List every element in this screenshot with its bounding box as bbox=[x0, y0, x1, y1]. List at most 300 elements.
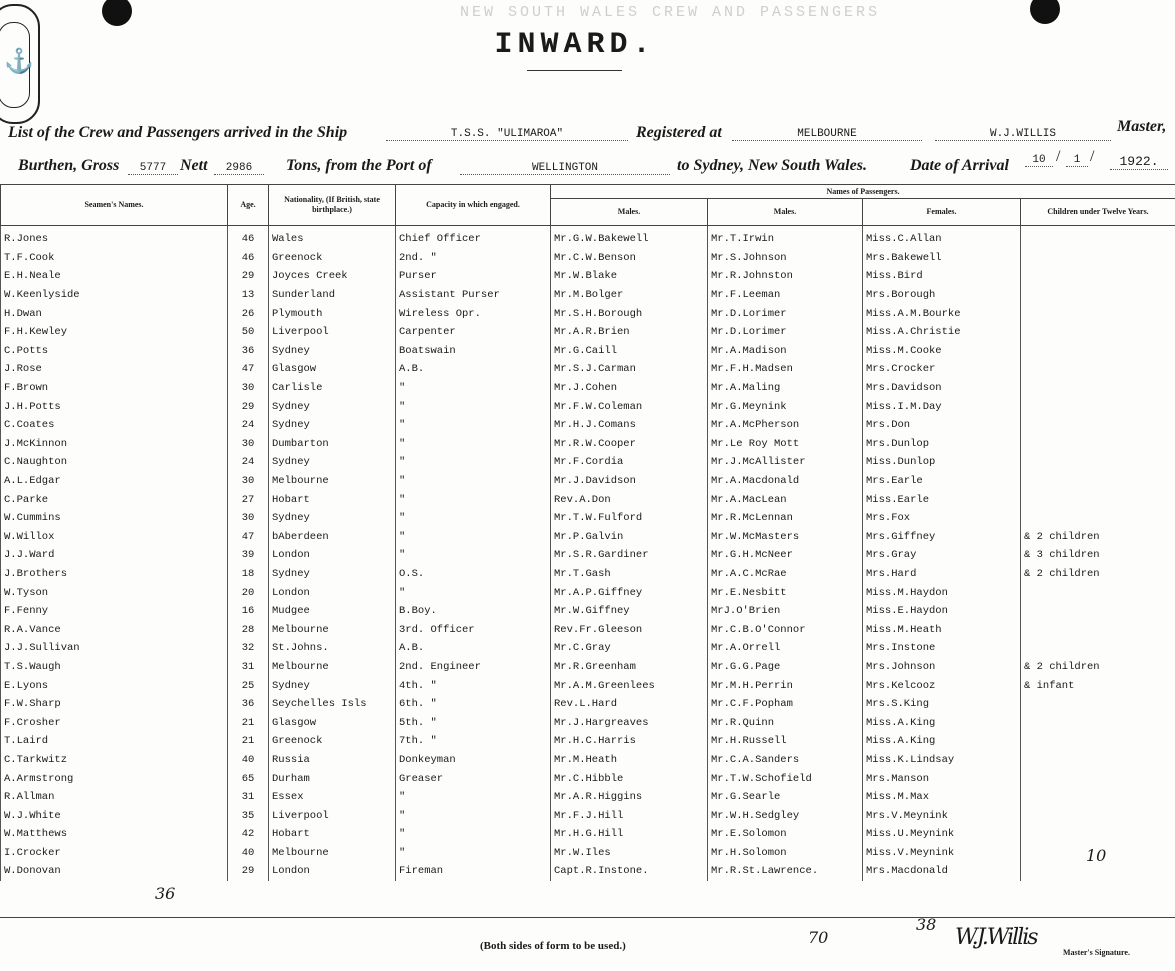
passenger-male: Mr.A.Macdonald bbox=[708, 472, 863, 491]
passenger-male: Mr.A.McPherson bbox=[708, 416, 863, 435]
passenger-male: Mr.D.Lorimer bbox=[708, 304, 863, 323]
seaman-name: R.A.Vance bbox=[1, 620, 228, 639]
seaman-capacity: Purser bbox=[396, 267, 551, 286]
passenger-female: Miss.Dunlop bbox=[863, 453, 1021, 472]
passenger-male: Mr.A.C.McRae bbox=[708, 565, 863, 584]
seaman-capacity: 4th. " bbox=[396, 676, 551, 695]
passenger-male: Mr.M.H.Perrin bbox=[708, 676, 863, 695]
passenger-male: Mr.M.Heath bbox=[551, 751, 708, 770]
seaman-nationality: Joyces Creek bbox=[269, 267, 396, 286]
seaman-capacity: " bbox=[396, 472, 551, 491]
passenger-female: Mrs.Macdonald bbox=[863, 862, 1021, 881]
seaman-age: 40 bbox=[228, 844, 269, 863]
seaman-capacity: " bbox=[396, 435, 551, 454]
passenger-male: Mr.R.Johnston bbox=[708, 267, 863, 286]
seaman-nationality: Sydney bbox=[269, 416, 396, 435]
passenger-male: Mr.W.Iles bbox=[551, 844, 708, 863]
col-males-1: Males. bbox=[551, 199, 708, 226]
passenger-male: Mr.E.Solomon bbox=[708, 825, 863, 844]
passenger-male: Mr.G.H.McNeer bbox=[708, 546, 863, 565]
table-row bbox=[1, 490, 1175, 509]
passenger-male: Mr.G.Caill bbox=[551, 342, 708, 361]
seaman-age: 16 bbox=[228, 602, 269, 621]
arrival-year-field: 1922. bbox=[1110, 154, 1168, 170]
passenger-male: Mr.M.Bolger bbox=[551, 286, 708, 305]
gross-tons-field: 5777 bbox=[128, 162, 178, 175]
seaman-name: F.H.Kewley bbox=[1, 323, 228, 342]
table-row bbox=[1, 342, 1175, 361]
seaman-name: W.Donovan bbox=[1, 862, 228, 881]
table-body bbox=[1, 226, 1175, 881]
passenger-female: Mrs.Dunlop bbox=[863, 435, 1021, 454]
seaman-capacity: " bbox=[396, 416, 551, 435]
table-row bbox=[1, 416, 1175, 435]
seaman-name: W.Willox bbox=[1, 528, 228, 547]
arrival-day-field: 10 bbox=[1025, 154, 1053, 167]
seaman-nationality: Glasgow bbox=[269, 713, 396, 732]
table-row bbox=[1, 602, 1175, 621]
seaman-name: W.Keenlyside bbox=[1, 286, 228, 305]
passenger-male: Mr.C.A.Sanders bbox=[708, 751, 863, 770]
table-row bbox=[1, 825, 1175, 844]
passenger-male: Mr.G.G.Page bbox=[708, 658, 863, 677]
seaman-name: W.J.White bbox=[1, 806, 228, 825]
passenger-male: Mr.F.Leeman bbox=[708, 286, 863, 305]
seaman-nationality: Wales bbox=[269, 226, 396, 249]
passenger-female: Miss.A.Christie bbox=[863, 323, 1021, 342]
table-row bbox=[1, 435, 1175, 454]
seaman-name: E.Lyons bbox=[1, 676, 228, 695]
passenger-male: Mr.G.Searle bbox=[708, 788, 863, 807]
seaman-nationality: London bbox=[269, 546, 396, 565]
passenger-male: Mr.F.H.Madsen bbox=[708, 360, 863, 379]
seaman-capacity: " bbox=[396, 546, 551, 565]
passenger-female: Mrs.Hard bbox=[863, 565, 1021, 584]
children bbox=[1021, 639, 1175, 658]
seaman-nationality: Melbourne bbox=[269, 658, 396, 677]
passenger-female: Mrs.Gray bbox=[863, 546, 1021, 565]
passenger-female: Mrs.Earle bbox=[863, 472, 1021, 491]
date-separator-2: / bbox=[1090, 148, 1095, 165]
passenger-female: Miss.M.Haydon bbox=[863, 583, 1021, 602]
passenger-male: Mr.Le Roy Mott bbox=[708, 435, 863, 454]
children bbox=[1021, 788, 1175, 807]
children: & 2 children bbox=[1021, 528, 1175, 547]
passenger-male: Mr.C.B.O'Connor bbox=[708, 620, 863, 639]
seaman-name: T.S.Waugh bbox=[1, 658, 228, 677]
passenger-female: Miss.V.Meynink bbox=[863, 844, 1021, 863]
seaman-age: 47 bbox=[228, 360, 269, 379]
children bbox=[1021, 769, 1175, 788]
seaman-capacity: " bbox=[396, 788, 551, 807]
seaman-name: R.Allman bbox=[1, 788, 228, 807]
passenger-male: Mr.F.Cordia bbox=[551, 453, 708, 472]
seaman-nationality: Glasgow bbox=[269, 360, 396, 379]
children bbox=[1021, 416, 1175, 435]
seaman-name: J.Rose bbox=[1, 360, 228, 379]
passenger-female: Mrs.V.Meynink bbox=[863, 806, 1021, 825]
seaman-capacity: Greaser bbox=[396, 769, 551, 788]
children bbox=[1021, 304, 1175, 323]
seaman-age: 13 bbox=[228, 286, 269, 305]
seaman-name: I.Crocker bbox=[1, 844, 228, 863]
children bbox=[1021, 397, 1175, 416]
passenger-female: Miss.Earle bbox=[863, 490, 1021, 509]
seaman-capacity: " bbox=[396, 583, 551, 602]
seaman-age: 30 bbox=[228, 435, 269, 454]
seaman-nationality: Melbourne bbox=[269, 844, 396, 863]
seaman-name: R.Jones bbox=[1, 226, 228, 249]
passenger-male: Mr.H.G.Hill bbox=[551, 825, 708, 844]
seaman-nationality: Russia bbox=[269, 751, 396, 770]
passenger-female: Miss.M.Heath bbox=[863, 620, 1021, 639]
seaman-age: 24 bbox=[228, 453, 269, 472]
seaman-capacity: " bbox=[396, 509, 551, 528]
seaman-capacity: A.B. bbox=[396, 639, 551, 658]
table-row bbox=[1, 676, 1175, 695]
seaman-age: 18 bbox=[228, 565, 269, 584]
seaman-nationality: Greenock bbox=[269, 249, 396, 268]
col-children: Children under Twelve Years. bbox=[1021, 199, 1175, 226]
children bbox=[1021, 602, 1175, 621]
seaman-capacity: 6th. " bbox=[396, 695, 551, 714]
passenger-male: Mr.G.W.Bakewell bbox=[551, 226, 708, 249]
burthen-label: Burthen, Gross bbox=[18, 157, 120, 174]
seaman-age: 26 bbox=[228, 304, 269, 323]
table-row bbox=[1, 323, 1175, 342]
passenger-female: Mrs.Giffney bbox=[863, 528, 1021, 547]
seaman-age: 65 bbox=[228, 769, 269, 788]
passenger-male: Mr.F.W.Coleman bbox=[551, 397, 708, 416]
seaman-name: J.J.Sullivan bbox=[1, 639, 228, 658]
seaman-age: 36 bbox=[228, 695, 269, 714]
passenger-male: Mr.J.Cohen bbox=[551, 379, 708, 398]
passenger-male: Mr.T.W.Fulford bbox=[551, 509, 708, 528]
passenger-male: Mr.R.W.Cooper bbox=[551, 435, 708, 454]
children bbox=[1021, 713, 1175, 732]
passenger-male: Mr.P.Galvin bbox=[551, 528, 708, 547]
arrival-label: Date of Arrival bbox=[910, 157, 1009, 174]
col-nationality: Nationality, (If British, state birthplace.) bbox=[269, 185, 396, 226]
passenger-male: Mr.W.Giffney bbox=[551, 602, 708, 621]
passenger-female: Mrs.Fox bbox=[863, 509, 1021, 528]
faint-heading: NEW SOUTH WALES CREW AND PASSENGERS bbox=[459, 4, 881, 21]
children bbox=[1021, 751, 1175, 770]
seaman-name: E.H.Neale bbox=[1, 267, 228, 286]
table-row bbox=[1, 397, 1175, 416]
passenger-male: Mr.R.McLennan bbox=[708, 509, 863, 528]
passenger-female: Mrs.S.King bbox=[863, 695, 1021, 714]
passenger-male: Mr.R.Greenham bbox=[551, 658, 708, 677]
passenger-male: MrJ.O'Brien bbox=[708, 602, 863, 621]
handwritten-males-count: 70 bbox=[808, 928, 829, 947]
seaman-capacity: " bbox=[396, 490, 551, 509]
table-row bbox=[1, 249, 1175, 268]
passenger-female: Mrs.Manson bbox=[863, 769, 1021, 788]
seaman-age: 29 bbox=[228, 397, 269, 416]
passenger-male: Mr.F.J.Hill bbox=[551, 806, 708, 825]
seaman-capacity: " bbox=[396, 397, 551, 416]
seaman-name: T.F.Cook bbox=[1, 249, 228, 268]
passenger-female: Mrs.Don bbox=[863, 416, 1021, 435]
seaman-name: W.Cummins bbox=[1, 509, 228, 528]
table-row bbox=[1, 528, 1175, 547]
seaman-nationality: Seychelles Isls bbox=[269, 695, 396, 714]
passenger-male: Mr.S.H.Borough bbox=[551, 304, 708, 323]
passenger-female: Mrs.Borough bbox=[863, 286, 1021, 305]
passenger-female: Miss.A.M.Bourke bbox=[863, 304, 1021, 323]
passenger-male: Mr.T.W.Schofield bbox=[708, 769, 863, 788]
seaman-age: 31 bbox=[228, 788, 269, 807]
table-row bbox=[1, 583, 1175, 602]
passenger-female: Miss.U.Meynink bbox=[863, 825, 1021, 844]
seaman-name: F.Crosher bbox=[1, 713, 228, 732]
seaman-nationality: Essex bbox=[269, 788, 396, 807]
table-row bbox=[1, 844, 1175, 863]
table-row bbox=[1, 620, 1175, 639]
passenger-male: Mr.H.J.Comans bbox=[551, 416, 708, 435]
seaman-name: F.Brown bbox=[1, 379, 228, 398]
seaman-capacity: Chief Officer bbox=[396, 226, 551, 249]
children: & 3 children bbox=[1021, 546, 1175, 565]
table-row bbox=[1, 713, 1175, 732]
table-row bbox=[1, 695, 1175, 714]
seaman-age: 25 bbox=[228, 676, 269, 695]
destination-label: to Sydney, New South Wales. bbox=[677, 157, 867, 174]
children bbox=[1021, 453, 1175, 472]
table-row bbox=[1, 769, 1175, 788]
date-separator: / bbox=[1056, 148, 1061, 165]
seaman-age: 30 bbox=[228, 379, 269, 398]
seaman-nationality: Sydney bbox=[269, 453, 396, 472]
seaman-name: C.Potts bbox=[1, 342, 228, 361]
children bbox=[1021, 732, 1175, 751]
passenger-male: Mr.A.Orrell bbox=[708, 639, 863, 658]
table-row bbox=[1, 751, 1175, 770]
passenger-male: Rev.Fr.Gleeson bbox=[551, 620, 708, 639]
seaman-nationality: Dumbarton bbox=[269, 435, 396, 454]
seaman-nationality: Melbourne bbox=[269, 472, 396, 491]
seaman-age: 20 bbox=[228, 583, 269, 602]
seaman-nationality: Sydney bbox=[269, 565, 396, 584]
passenger-male: Mr.A.R.Brien bbox=[551, 323, 708, 342]
passenger-female: Mrs.Davidson bbox=[863, 379, 1021, 398]
children: & 2 children bbox=[1021, 565, 1175, 584]
seaman-name: C.Tarkwitz bbox=[1, 751, 228, 770]
registered-at-field: MELBOURNE bbox=[732, 128, 922, 141]
seaman-nationality: London bbox=[269, 862, 396, 881]
nett-tons-field: 2986 bbox=[214, 162, 264, 175]
signature-label: Master's Signature. bbox=[1063, 948, 1130, 957]
children bbox=[1021, 286, 1175, 305]
seaman-nationality: Sydney bbox=[269, 342, 396, 361]
seaman-capacity: 2nd. " bbox=[396, 249, 551, 268]
seaman-capacity: Boatswain bbox=[396, 342, 551, 361]
table-row bbox=[1, 806, 1175, 825]
punch-hole-left bbox=[102, 0, 132, 26]
seaman-capacity: 3rd. Officer bbox=[396, 620, 551, 639]
passenger-male: Mr.R.St.Lawrence. bbox=[708, 862, 863, 881]
table-row bbox=[1, 304, 1175, 323]
passenger-female: Miss.Bird bbox=[863, 267, 1021, 286]
children bbox=[1021, 323, 1175, 342]
col-males-2: Males. bbox=[708, 199, 863, 226]
table-row bbox=[1, 862, 1175, 881]
table-row bbox=[1, 639, 1175, 658]
seaman-capacity: 2nd. Engineer bbox=[396, 658, 551, 677]
col-age: Age. bbox=[228, 185, 269, 226]
col-capacity: Capacity in which engaged. bbox=[396, 185, 551, 226]
page-title: INWARD. bbox=[494, 28, 656, 62]
seaman-age: 40 bbox=[228, 751, 269, 770]
seaman-name: C.Parke bbox=[1, 490, 228, 509]
seaman-nationality: Liverpool bbox=[269, 806, 396, 825]
col-seamen: Seamen's Names. bbox=[1, 185, 228, 226]
seaman-name: J.McKinnon bbox=[1, 435, 228, 454]
nett-label: Nett bbox=[180, 157, 208, 174]
seaman-capacity: " bbox=[396, 844, 551, 863]
seaman-age: 47 bbox=[228, 528, 269, 547]
registered-label: Registered at bbox=[636, 124, 722, 141]
passenger-male: Mr.H.Russell bbox=[708, 732, 863, 751]
passenger-male: Capt.R.Instone. bbox=[551, 862, 708, 881]
form-note: (Both sides of form to be used.) bbox=[480, 940, 626, 952]
passenger-male: Mr.J.Hargreaves bbox=[551, 713, 708, 732]
seaman-name: W.Matthews bbox=[1, 825, 228, 844]
seaman-name: F.W.Sharp bbox=[1, 695, 228, 714]
children bbox=[1021, 342, 1175, 361]
children bbox=[1021, 435, 1175, 454]
children bbox=[1021, 249, 1175, 268]
passenger-male: Mr.A.MacLean bbox=[708, 490, 863, 509]
handwritten-females-count: 38 bbox=[916, 915, 937, 934]
table-row bbox=[1, 360, 1175, 379]
passenger-female: Miss.M.Cooke bbox=[863, 342, 1021, 361]
table-row bbox=[1, 509, 1175, 528]
seaman-age: 28 bbox=[228, 620, 269, 639]
title-underline bbox=[527, 70, 622, 71]
passenger-male: Mr.C.W.Benson bbox=[551, 249, 708, 268]
seaman-nationality: London bbox=[269, 583, 396, 602]
seaman-nationality: Hobart bbox=[269, 825, 396, 844]
passenger-female: Miss.I.M.Day bbox=[863, 397, 1021, 416]
children bbox=[1021, 583, 1175, 602]
seaman-nationality: Carlisle bbox=[269, 379, 396, 398]
children: & 2 children bbox=[1021, 658, 1175, 677]
table-row bbox=[1, 546, 1175, 565]
seaman-capacity: O.S. bbox=[396, 565, 551, 584]
tons-from-port-label: Tons, from the Port of bbox=[286, 157, 432, 174]
seaman-name: J.Brothers bbox=[1, 565, 228, 584]
passenger-male: Mr.J.McAllister bbox=[708, 453, 863, 472]
seaman-age: 29 bbox=[228, 267, 269, 286]
passenger-male: Mr.E.Nesbitt bbox=[708, 583, 863, 602]
seaman-age: 27 bbox=[228, 490, 269, 509]
children bbox=[1021, 360, 1175, 379]
seaman-nationality: Durham bbox=[269, 769, 396, 788]
seaman-age: 35 bbox=[228, 806, 269, 825]
seaman-capacity: " bbox=[396, 453, 551, 472]
crew-passenger-table bbox=[0, 184, 1175, 881]
master-label: Master, bbox=[1117, 118, 1167, 135]
passenger-female: Mrs.Bakewell bbox=[863, 249, 1021, 268]
children bbox=[1021, 695, 1175, 714]
passenger-male: Mr.A.M.Greenlees bbox=[551, 676, 708, 695]
seaman-age: 21 bbox=[228, 713, 269, 732]
seaman-capacity: A.B. bbox=[396, 360, 551, 379]
passenger-male: Mr.A.Madison bbox=[708, 342, 863, 361]
seaman-capacity: 7th. " bbox=[396, 732, 551, 751]
header-prefix: List of the Crew and Passengers arrived in the Ship bbox=[8, 124, 348, 141]
passenger-male: Mr.J.Davidson bbox=[551, 472, 708, 491]
archive-stamp bbox=[0, 4, 40, 124]
table-row bbox=[1, 226, 1175, 249]
passenger-male: Mr.A.R.Higgins bbox=[551, 788, 708, 807]
seaman-age: 50 bbox=[228, 323, 269, 342]
table-row bbox=[1, 788, 1175, 807]
seaman-capacity: Assistant Purser bbox=[396, 286, 551, 305]
passenger-male: Mr.W.H.Sedgley bbox=[708, 806, 863, 825]
seaman-nationality: Melbourne bbox=[269, 620, 396, 639]
master-signature: W.J.Willis bbox=[955, 925, 1037, 950]
seaman-age: 30 bbox=[228, 472, 269, 491]
col-females: Females. bbox=[863, 199, 1021, 226]
seaman-age: 24 bbox=[228, 416, 269, 435]
seaman-name: F.Fenny bbox=[1, 602, 228, 621]
passenger-male: Mr.H.C.Harris bbox=[551, 732, 708, 751]
passenger-male: Mr.S.R.Gardiner bbox=[551, 546, 708, 565]
punch-hole-right bbox=[1030, 0, 1060, 24]
passenger-female: Mrs.Kelcooz bbox=[863, 676, 1021, 695]
passenger-female: Mrs.Johnson bbox=[863, 658, 1021, 677]
table-row bbox=[1, 453, 1175, 472]
passenger-male: Rev.A.Don bbox=[551, 490, 708, 509]
seaman-name: J.H.Potts bbox=[1, 397, 228, 416]
seaman-capacity: " bbox=[396, 528, 551, 547]
seaman-nationality: Sunderland bbox=[269, 286, 396, 305]
children: & infant bbox=[1021, 676, 1175, 695]
seaman-age: 32 bbox=[228, 639, 269, 658]
children bbox=[1021, 806, 1175, 825]
table-row bbox=[1, 658, 1175, 677]
seaman-age: 42 bbox=[228, 825, 269, 844]
handwritten-children-count: 10 bbox=[1086, 846, 1107, 865]
seaman-nationality: bAberdeen bbox=[269, 528, 396, 547]
children bbox=[1021, 490, 1175, 509]
passenger-male: Mr.T.Irwin bbox=[708, 226, 863, 249]
seaman-capacity: B.Boy. bbox=[396, 602, 551, 621]
passenger-female: Miss.M.Max bbox=[863, 788, 1021, 807]
seaman-name: J.J.Ward bbox=[1, 546, 228, 565]
seaman-nationality: Greenock bbox=[269, 732, 396, 751]
passenger-female: Mrs.Instone bbox=[863, 639, 1021, 658]
anchor-icon: ⚓ bbox=[4, 49, 34, 75]
seaman-age: 30 bbox=[228, 509, 269, 528]
handwritten-crew-count: 36 bbox=[155, 884, 176, 903]
table-bottom-rule bbox=[0, 917, 1175, 918]
col-passengers: Names of Passengers. bbox=[551, 185, 1175, 199]
seaman-age: 46 bbox=[228, 249, 269, 268]
seaman-name: A.Armstrong bbox=[1, 769, 228, 788]
seaman-nationality: Sydney bbox=[269, 676, 396, 695]
seaman-nationality: Hobart bbox=[269, 490, 396, 509]
passenger-male: Mr.A.Maling bbox=[708, 379, 863, 398]
seaman-capacity: Donkeyman bbox=[396, 751, 551, 770]
seaman-name: C.Coates bbox=[1, 416, 228, 435]
seaman-nationality: Sydney bbox=[269, 397, 396, 416]
seaman-capacity: Fireman bbox=[396, 862, 551, 881]
passenger-female: Miss.E.Haydon bbox=[863, 602, 1021, 621]
